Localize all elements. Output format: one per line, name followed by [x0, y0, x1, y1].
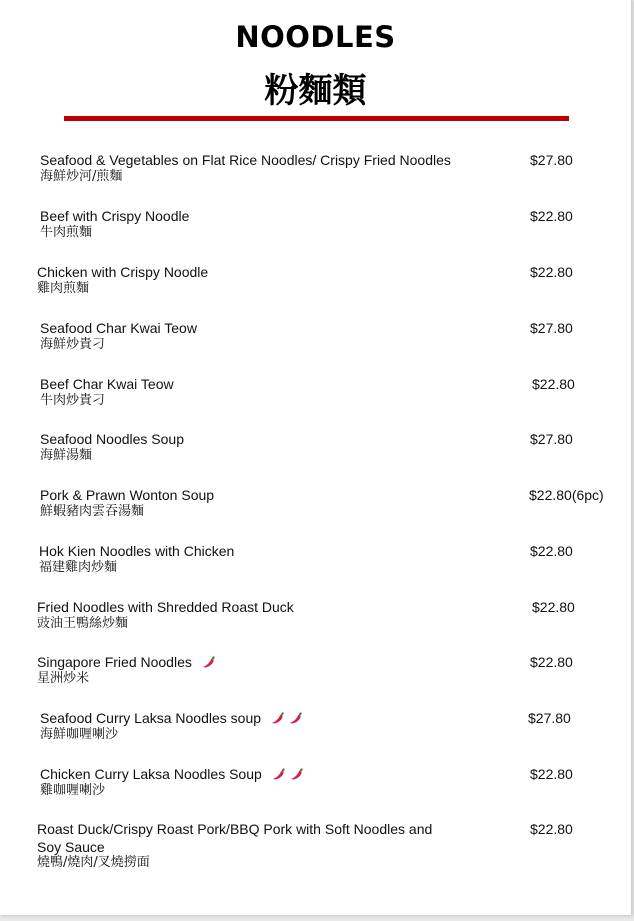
item-name: [40, 765, 304, 783]
menu-item: [0, 542, 631, 592]
item-name: [37, 653, 216, 671]
item-name-text: Singapore Fried Noodles: [37, 654, 192, 670]
item-price: $22.80: [530, 543, 573, 559]
menu-item: [0, 430, 631, 480]
menu-item: [0, 653, 631, 703]
chili-pepper-icon: [202, 655, 216, 669]
item-name-chinese: 牛肉炒貴刁: [40, 393, 106, 408]
item-price: $22.80: [530, 821, 573, 837]
chili-pepper-icon: [290, 767, 304, 781]
item-name-chinese: 海鮮炒貴刁: [40, 337, 106, 352]
item-name: Chicken with Crispy Noodle: [37, 264, 209, 280]
menu-item: [0, 486, 631, 536]
item-name: [40, 709, 303, 727]
menu-item: [0, 709, 631, 759]
item-name: Roast Duck/Crispy Roast Pork/BBQ Pork with Soft Noodles and Soy Sauce: [37, 821, 433, 855]
menu-item: [0, 263, 631, 313]
title-divider: [64, 116, 569, 121]
item-name-chinese: 豉油王鴨絲炒麵: [37, 616, 129, 631]
menu-item: [0, 319, 631, 369]
item-price: $22.80(6pc): [529, 487, 604, 503]
item-name-chinese: 燒鴨/燒肉/叉燒撈面: [37, 855, 150, 870]
item-name: Hok Kien Noodles with Chicken: [39, 543, 235, 559]
item-name: Pork & Prawn Wonton Soup: [40, 487, 215, 503]
item-name: Beef Char Kwai Teow: [40, 376, 174, 392]
spicy-indicator: [268, 765, 304, 783]
page-title: NOODLES: [235, 20, 396, 54]
item-name-chinese: 牛肉煎麵: [40, 225, 93, 240]
item-name-chinese: 星洲炒米: [37, 671, 90, 686]
chili-pepper-icon: [271, 711, 285, 725]
spicy-indicator: [198, 653, 216, 671]
item-price: $27.80: [530, 431, 573, 447]
item-name-chinese: 雞咖喱喇沙: [40, 783, 106, 798]
menu-item: [0, 375, 631, 425]
item-name-chinese: 福建雞肉炒麵: [39, 560, 118, 575]
chili-pepper-icon: [289, 711, 303, 725]
item-price: $27.80: [528, 710, 571, 726]
item-name-chinese: 海鮮咖喱喇沙: [40, 727, 119, 742]
menu-item: [0, 151, 631, 201]
item-price: $22.80: [530, 766, 573, 782]
item-name-chinese: 海鮮湯麵: [40, 448, 93, 463]
item-name: Seafood Char Kwai Teow: [40, 320, 197, 336]
item-price: $27.80: [530, 320, 573, 336]
item-name-chinese: 雞肉煎麵: [37, 281, 90, 296]
page-title-chinese: 粉麵類: [264, 71, 367, 111]
item-name-text: Seafood Curry Laksa Noodles soup: [40, 710, 262, 726]
menu-item: [0, 207, 631, 257]
item-name: Seafood & Vegetables on Flat Rice Noodles/ Crispy Fried Noodles: [40, 152, 451, 168]
item-name-text: Chicken Curry Laksa Noodles Soup: [40, 766, 262, 782]
item-name: Fried Noodles with Shredded Roast Duck: [37, 599, 294, 615]
item-price: $22.80: [530, 264, 573, 280]
item-price: $22.80: [530, 654, 573, 670]
menu-item: [0, 598, 631, 648]
item-price: $22.80: [530, 208, 573, 224]
item-name: Beef with Crispy Noodle: [40, 208, 190, 224]
menu-item: [0, 820, 631, 880]
menu-item: [0, 765, 631, 815]
item-name-chinese: 鮮蝦豬肉雲吞湯麵: [40, 504, 145, 519]
spicy-indicator: [267, 709, 303, 727]
item-price: $22.80: [532, 376, 575, 392]
item-price: $22.80: [532, 599, 575, 615]
item-name-chinese: 海鮮炒河/煎麵: [40, 169, 123, 184]
item-name: Seafood Noodles Soup: [40, 431, 184, 447]
item-price: $27.80: [530, 152, 573, 168]
chili-pepper-icon: [272, 767, 286, 781]
